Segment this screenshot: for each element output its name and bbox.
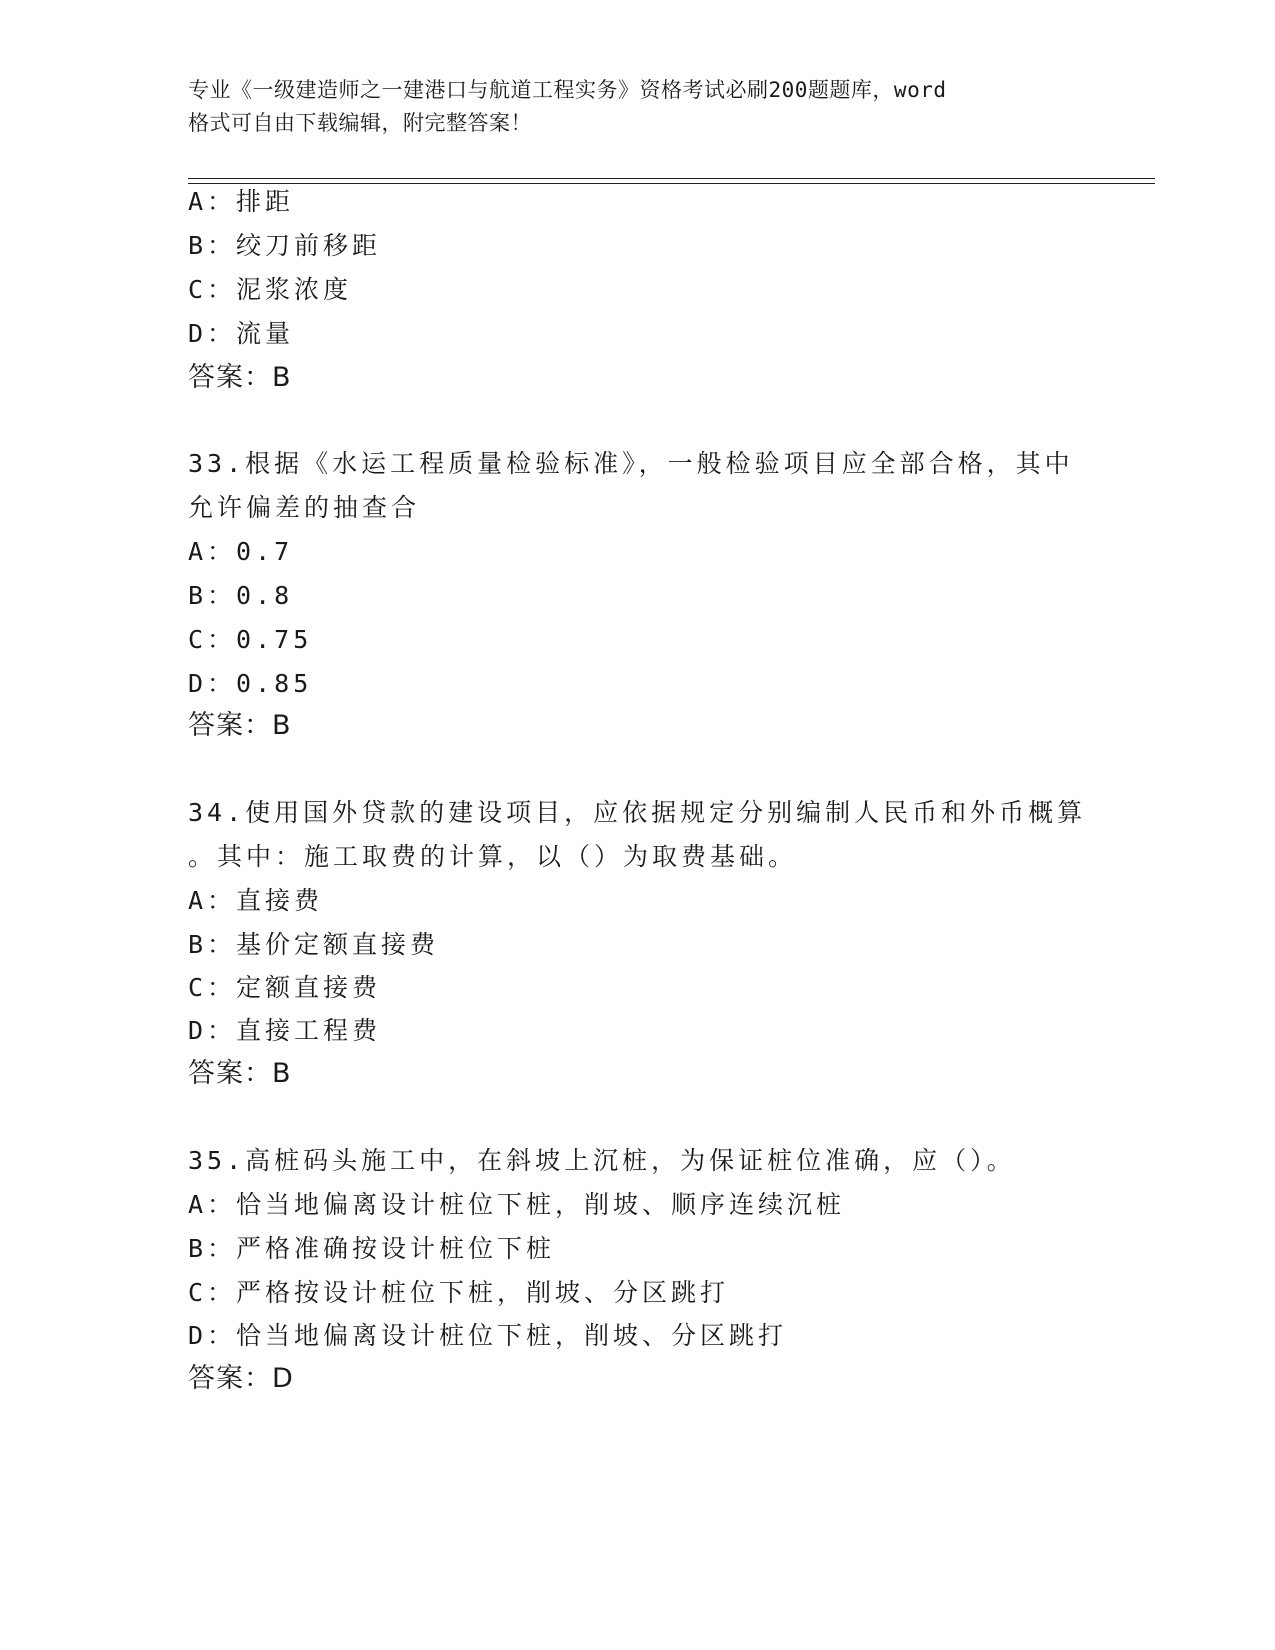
q35-option-a: A：恰当地偏离设计桩位下桩，削坡、顺序连续沉桩 — [188, 1190, 846, 1219]
q34-option-d: D：直接工程费 — [188, 1016, 382, 1045]
header-divider-top — [188, 178, 1155, 179]
header-line-2: 格式可自由下载编辑，附完整答案！ — [188, 111, 532, 135]
q32-option-b: B：绞刀前移距 — [188, 231, 382, 260]
q32-option-d: D：流量 — [188, 319, 295, 348]
q33-stem-line-2: 允许偏差的抽查合 — [188, 493, 421, 522]
q34-option-a: A：直接费 — [188, 886, 324, 915]
q32-option-c: C：泥浆浓度 — [188, 275, 353, 304]
q35-option-c: C：严格按设计桩位下桩，削坡、分区跳打 — [188, 1278, 730, 1307]
q33-option-a: A：0.7 — [188, 537, 294, 566]
q34-stem-line-2: 。其中：施工取费的计算，以（）为取费基础。 — [188, 842, 798, 871]
header-line-1: 专业《一级建造师之一建港口与航道工程实务》资格考试必刷200题题库，word — [188, 78, 947, 102]
q35-answer: 答案：D — [188, 1363, 294, 1394]
q33-option-c: C：0.75 — [188, 625, 313, 654]
q34-stem-line-1: 34.使用国外贷款的建设项目，应依据规定分别编制人民币和外币概算 — [188, 798, 1087, 827]
q33-answer: 答案：B — [188, 710, 292, 741]
document-header — [188, 74, 1088, 140]
q33-stem-line-1: 33.根据《水运工程质量检验标准》，一般检验项目应全部合格，其中 — [188, 449, 1074, 478]
q34-option-b: B：基价定额直接费 — [188, 930, 440, 959]
q32-option-a: A：排距 — [188, 187, 295, 216]
q33-option-b: B：0.8 — [188, 581, 294, 610]
q34-answer: 答案：B — [188, 1058, 292, 1089]
q34-option-c: C：定额直接费 — [188, 973, 382, 1002]
q35-option-d: D：恰当地偏离设计桩位下桩，削坡、分区跳打 — [188, 1321, 788, 1350]
q35-option-b: B：严格准确按设计桩位下桩 — [188, 1234, 556, 1263]
q32-answer: 答案：B — [188, 362, 292, 393]
q35-stem: 35.高桩码头施工中，在斜坡上沉桩，为保证桩位准确，应（）。 — [188, 1146, 1016, 1175]
q33-option-d: D：0.85 — [188, 669, 313, 698]
header-divider-bottom — [188, 183, 1155, 184]
